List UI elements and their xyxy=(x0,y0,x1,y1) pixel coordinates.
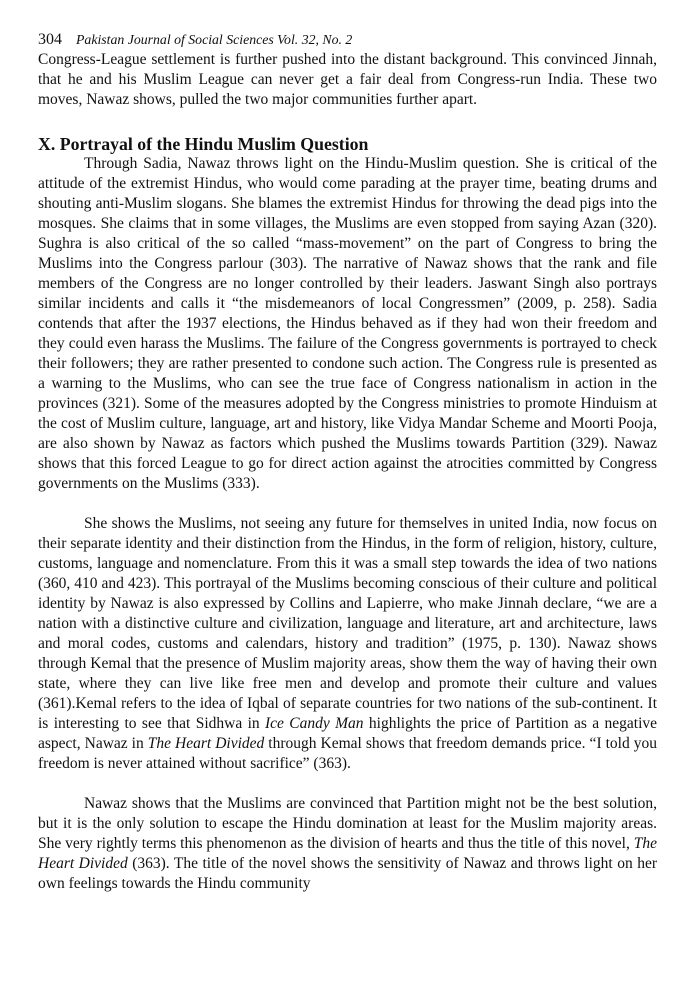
paragraph-hindu-muslim-question: Through Sadia, Nawaz throws light on the Hindu-Muslim question. She is critical of the attitude of the extremist Hindus, who would come parading at the prayer time, beating drums and shouting anti-Muslim slogans. She blames the extremist Hindus for throwing the dead pigs into the mosques. She claims that in some villages, the Muslims are even stopped from saying Azan (320). Sughra is also critical of the so called “mass-movement” on the part of Congress to bring the Muslims into the Congress parlour (303). The narrative of Nawaz shows that the rank and file members of the Congress are no longer controlled by their leaders. Jaswant Singh also portrays similar incidents and calls it “the misdemeanors of local Congressmen” (2009, p. 258). Sadia contends that after the 1937 elections, the Hindus behaved as if they had won their freedom and they could even harass the Muslims. The failure of the Congress governments is portrayed to check their followers; they are rather presented to condone such action. The Congress rule is presented as a warning to the Muslims, who can see the true face of Congress nationalism in action in the provinces (321). Some of the measures adopted by the Congress ministries to promote Hinduism at the cost of Muslim culture, language, art and history, like Vidya Mandar Scheme and Moorti Pooja, are also shown by Nawaz as factors which pushed the Muslims towards Partition (329). Nawaz shows that this forced League to go for direct action against the atrocities committed by Congress governments on the Muslims (333). xyxy=(38,155,657,492)
book-title-ice-candy-man: Ice Candy Man xyxy=(265,715,364,732)
paragraph-text: She shows the Muslims, not seeing any future for themselves in united India, now focus on their separate identity and their distinction from the Hindus, in the form of religion, history, culture, customs, language and nomenclature. From this it was a small step towards the idea of two nations (360, 410 and 423). This portrayal of the Muslims becoming conscious of their culture and political identity by Nawaz is also expressed by Collins and Lapierre, who make Jinnah declare, “we are a nation with a distinctive culture and civilization, language and literature, art and architecture, laws and moral codes, customs and calendars, history and tradition” (1975, p. 130). Nawaz shows through Kemal that the presence of Muslim majority areas, show them the way of having their own state, where they can live like free men and develop and promote their culture and values (361).Kemal refers to the idea of Iqbal of separate countries for two nations of the sub-continent. It is interesting to see that Sidhwa in xyxy=(38,515,657,732)
paragraph-partition-solution xyxy=(38,794,657,894)
section-heading: X. Portrayal of the Hindu Muslim Question xyxy=(38,134,369,154)
paragraph-spacer xyxy=(38,494,657,514)
book-title-heart-divided: The Heart Divided xyxy=(38,835,657,872)
paragraph-separate-identity xyxy=(38,514,657,774)
book-title-heart-divided: The Heart Divided xyxy=(147,735,265,752)
paragraph-intro: Congress-League settlement is further pushed into the distant background. This convinced Jinnah, that he and his Muslim League can never get a fair deal from Congress-run India. These two moves, Nawaz shows, pulled the two major communities further apart. xyxy=(38,51,657,108)
page-number: 304 xyxy=(38,31,62,48)
running-header xyxy=(38,30,657,50)
paragraph-spacer xyxy=(38,774,657,794)
paragraph-text: Nawaz shows that the Muslims are convinced that Partition might not be the best solution, but it is the only solution to escape the Hindu domination at least for the Muslim majority areas. She very rightly terms this phenomenon as the division of hearts and thus the title of this novel, xyxy=(38,795,657,852)
paragraph-text: highlights the price of Partition as a negative aspect, Nawaz in xyxy=(38,715,658,752)
journal-title: Pakistan Journal of Social Sciences Vol. 32, No. 2 xyxy=(76,32,353,47)
paragraph-text: (363). The title of the novel shows the sensitivity of Nawaz and throws light on her own feelings towards the Hindu community xyxy=(38,855,658,892)
paragraph-text: through Kemal shows that freedom demands price. “I told you freedom is never attained without sacrifice” (363). xyxy=(38,735,658,772)
journal-page xyxy=(38,30,657,894)
